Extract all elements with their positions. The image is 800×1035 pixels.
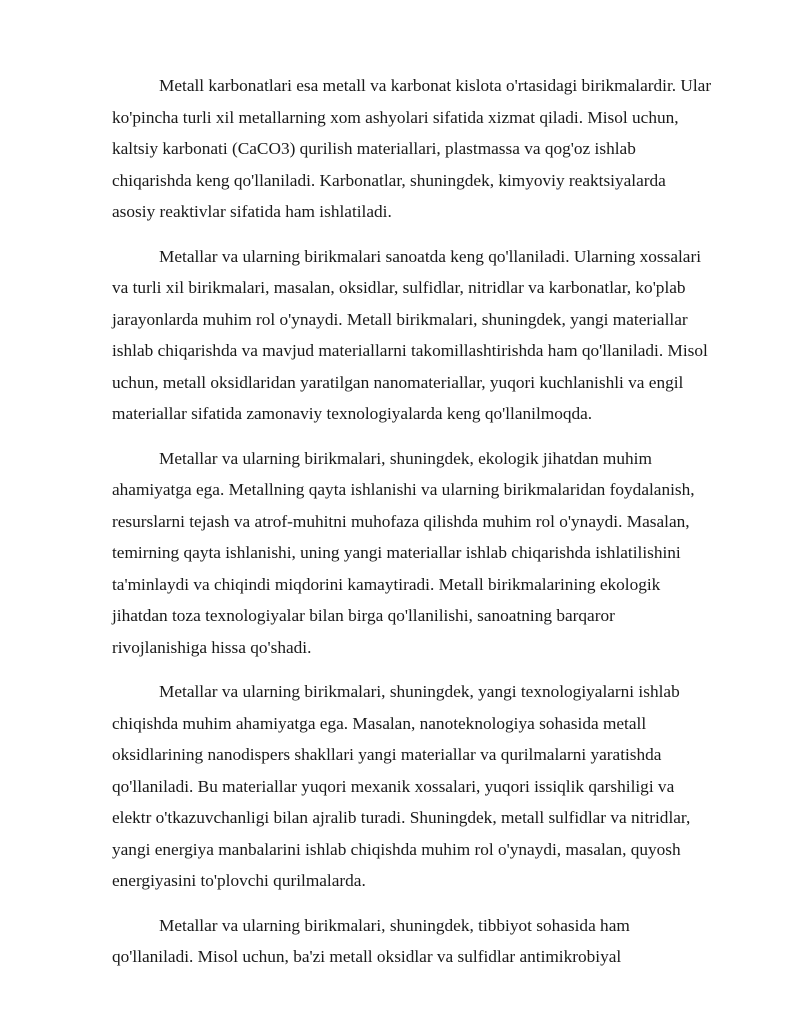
text-line: yangi energiya manbalarini ishlab chiqishda muhim rol o'ynaydi, masalan, quyosh — [112, 839, 681, 859]
text-line: ishlab chiqarishda va mavjud materiallarni takomillashtirishda ham qo'llaniladi. Misol — [112, 341, 708, 360]
paragraph-3 — [112, 443, 747, 664]
text-line: qo'llaniladi. Bu materiallar yuqori mexanik xossalari, yuqori issiqlik qarshiligi va — [112, 776, 675, 796]
text-line: jihatdan toza texnologiyalar bilan birga qo'llanilishi, sanoatning barqaror — [112, 606, 615, 625]
text-line: rivojlanishiga hissa qo'shadi. — [112, 637, 312, 657]
text-line: energiyasini to'plovchi qurilmalarda. — [112, 871, 366, 890]
text-line: ta'minlaydi va chiqindi miqdorini kamaytiradi. Metall birikmalarining ekologik — [112, 574, 661, 594]
text-line: Metallar va ularning birikmalari, shuningdek, ekologik jihatdan muhim — [159, 448, 652, 468]
text-line: temirning qayta ishlanishi, uning yangi materiallar ishlab chiqarishda ishlatilishini — [112, 543, 681, 562]
paragraph-5 — [112, 910, 747, 973]
text-line: materiallar sifatida zamonaviy texnologiyalarda keng qo'llanilmoqda. — [112, 404, 593, 423]
text-line: uchun, metall oksidlaridan yaratilgan nanomateriallar, yuqori kuchlanishli va engil — [112, 372, 684, 392]
text-line: asosiy reaktivlar sifatida ham ishlatiladi. — [112, 202, 392, 221]
paragraph-4 — [112, 676, 747, 897]
text-line: jarayonlarda muhim rol o'ynaydi. Metall birikmalari, shuningdek, yangi materiallar — [112, 309, 688, 329]
text-line: oksidlarining nanodispers shakllari yangi materiallar va qurilmalarni yaratishda — [112, 745, 662, 764]
text-line: chiqarishda keng qo'llaniladi. Karbonatlar, shuningdek, kimyoviy reaktsiyalarda — [112, 170, 666, 190]
text-line: Metallar va ularning birikmalari, shuningdek, tibbiyot sohasida ham — [159, 915, 630, 935]
text-line: Metallar va ularning birikmalari, shuningdek, yangi texnologiyalarni ishlab — [159, 682, 680, 701]
text-line: elektr o'tkazuvchanligi bilan ajralib turadi. Shuningdek, metall sulfidlar va nitridlar, — [112, 808, 691, 827]
paragraph-1 — [112, 70, 747, 228]
text-line: ko'pincha turli xil metallarning xom ashyolari sifatida xizmat qiladi. Misol uchun, — [112, 107, 679, 127]
text-line: ahamiyatga ega. Metallning qayta ishlanishi va ularning birikmalaridan foydalanish, — [112, 480, 695, 499]
text-line: Metall karbonatlari esa metall va karbonat kislota o'rtasidagi birikmalardir. Ular — [159, 76, 712, 95]
text-line: resurslarni tejash va atrof-muhitni muhofaza qilishda muhim rol o'ynaydi. Masalan, — [112, 511, 690, 531]
text-line: kaltsiy karbonati (CaCO3) qurilish materiallari, plastmassa va qog'oz ishlab — [112, 139, 636, 158]
text-line: Metallar va ularning birikmalari sanoatda keng qo'llaniladi. Ularning xossalari — [159, 246, 702, 266]
paragraph-2 — [112, 241, 747, 430]
text-line: qo'llaniladi. Misol uchun, ba'zi metall oksidlar va sulfidlar antimikrobiyal — [112, 947, 622, 966]
text-line: chiqishda muhim ahamiyatga ega. Masalan, nanoteknologiya sohasida metall — [112, 713, 647, 733]
document-page — [112, 70, 747, 986]
text-line: va turli xil birikmalari, masalan, oksidlar, sulfidlar, nitridlar va karbonatlar, ko'plab — [112, 278, 686, 297]
